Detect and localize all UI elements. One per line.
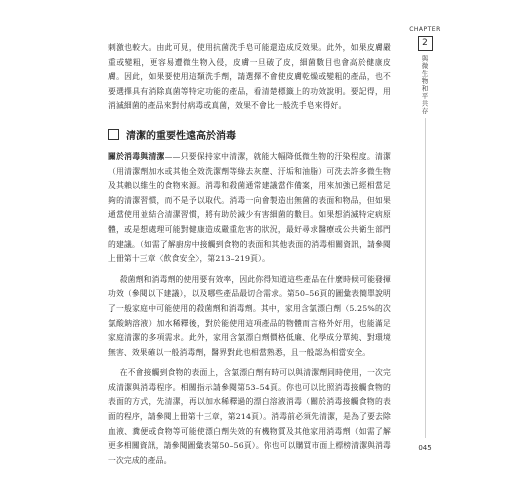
checkbox-icon [108, 129, 119, 140]
main-text-column [108, 41, 391, 468]
paragraph-4: 在不會接觸到食物的表面上，含氯漂白劑有時可以與清潔劑同時使用，一次完成清潔與消毒程序。相關指示請參閱第53–54頁。你也可以比照消毒接觸食物的表面的方式，先清潔，再以加水稀釋過的漂白溶液消毒（關於消毒接觸食物的表面的程序，請參閱上冊第十三章，第214頁）。消毒前必須先清潔，是為了要去除血液、糞便或食物等可能使漂白劑失效的有機物質及其他家用消毒劑（如需了解更多相關資訊，請參閱圖彙表第50–56頁）。你也可以購買市面上標榜清潔與消毒一次完成的產品。 [108, 368, 391, 465]
paragraph-lead: 關於消毒與清潔 [108, 151, 165, 161]
chapter-tab [410, 26, 440, 115]
section-title: 清潔的重要性遠高於消毒 [126, 130, 236, 142]
section-heading [108, 127, 391, 142]
paragraph-2-body: ——只要保持家中清潔，就能大幅降低微生物的汙染程度。清潔（用清潔劑加水或其他全效洗潔劑等綠去灰塵、汙垢和油脂）可洗去許多微生物及其賴以維生的食物來源。消毒和殺菌通常建議當作備案，用來加強已經相當足夠的清潔習慣，而不是予以取代。消毒一向會製造出無菌的表面和物品，但如果通當使用並結合清潔習慣，將有助於減少有害細菌的數目。如果想消滅特定病原體，或是想處理可能對健康造成嚴重危害的狀況，最好尋求醫療或公共衛生部門的建議。（如需了解廚房中接觸到食物的表面和其他表面的消毒相關資訊，請參閱上冊第十三章〈飲食安全〉，第213–219頁）。 [108, 151, 391, 264]
paragraph-1: 刺激也較大。由此可見，使用抗菌洗手皂可能還造成反效果。此外，如果皮膚嚴重或變粗，更容易遭微生物入侵，皮膚一旦破了皮，細菌數目也會高於健康皮膚。因此，如果要使用這類洗手劑，請選擇不會使皮膚乾燥或變粗的產品，也不要選擇具有消除真菌等特定功能的產品，看清楚標籤上的功效說明。要記得，用消滅細菌的產品來對付病毒或真菌，效果不會比一般洗手皂來得好。 [108, 43, 391, 111]
chapter-label: CHAPTER [409, 26, 441, 33]
paragraph-2 [108, 150, 391, 267]
page-number: 045 [418, 444, 432, 452]
paragraph-3: 殺菌劑和消毒劑的使用要有效率，因此你得知道這些產品在什麼時候可能發揮功效（參閱以下建議），以及哪些產品最切合需求。第50–56頁的圖彙表簡單說明了一般家庭中可能使用的殺菌劑和消毒劑。其中，家用含氯漂白劑（5.25%的次氯酸鈉溶液）加水稀釋後，對於能使用這項產品的物體而言格外好用，也能滿足家庭清潔的多項需求。此外，家用含氯漂白劑價格低廉、化學成分單純、對環境無害、效果確以一般消毒劑，醫界對此也相當熟悉，且一般認為相當安全。 [108, 274, 391, 357]
chapter-number-box: 2 [418, 36, 433, 51]
sidebar-divider [425, 118, 426, 438]
chapter-vertical-title: 與微生物和平共存 [420, 55, 429, 115]
